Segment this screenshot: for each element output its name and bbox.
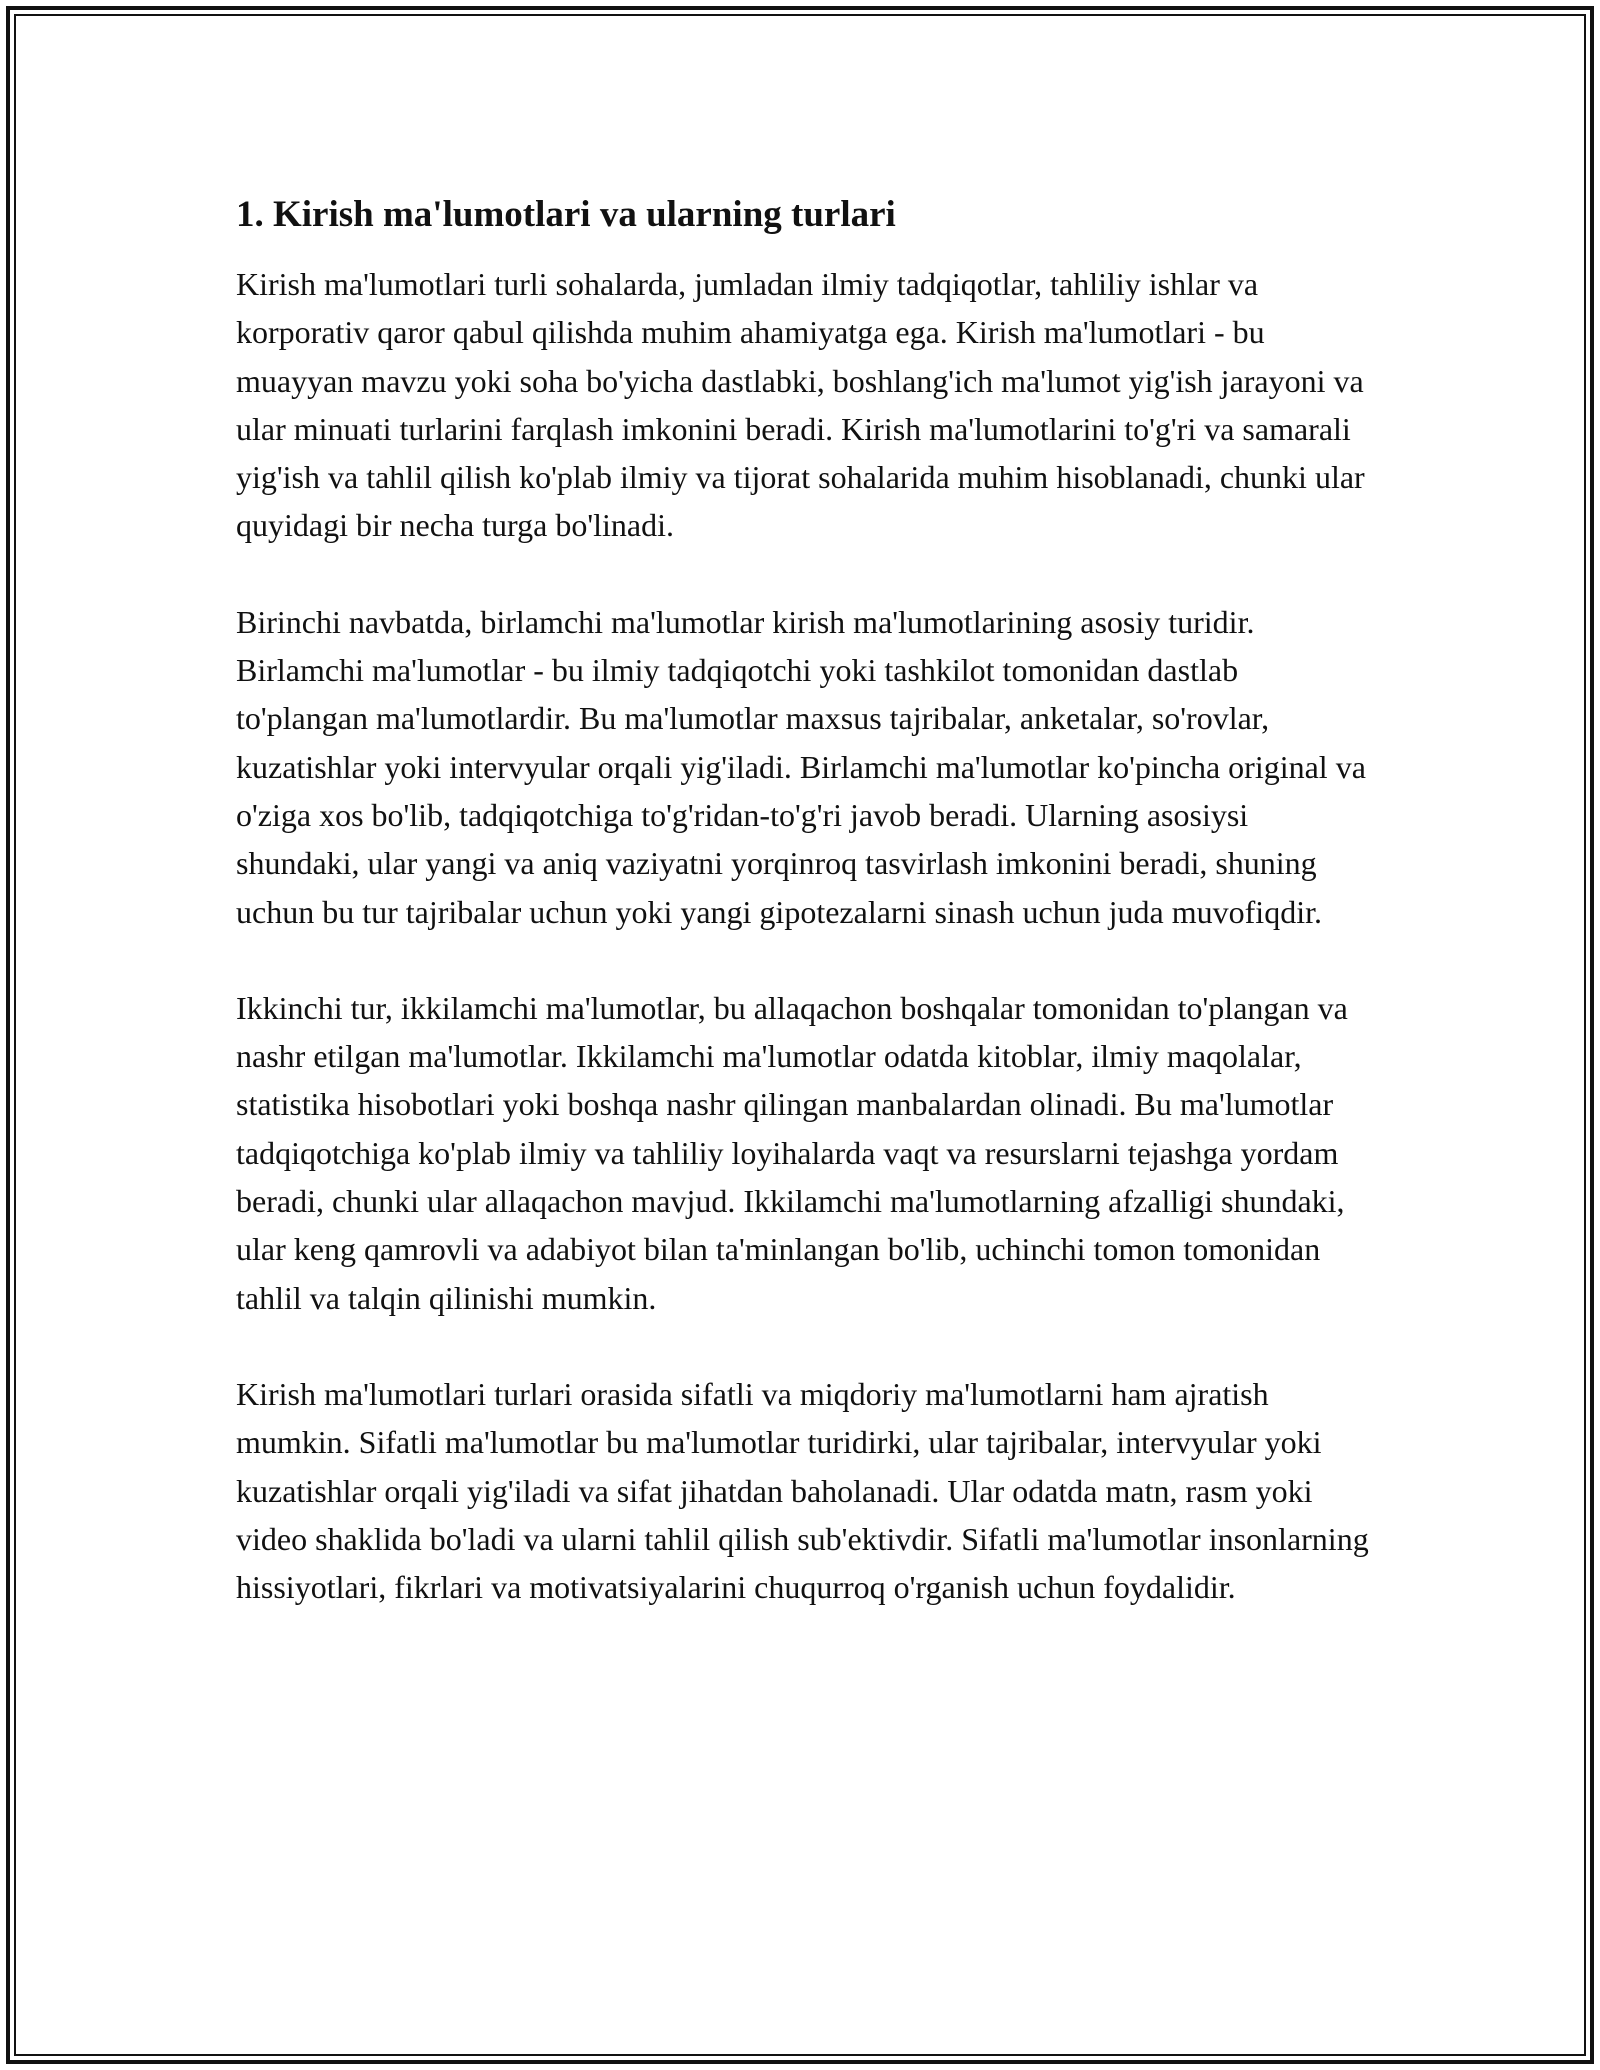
- paragraph-secondary-data: Ikkinchi tur, ikkilamchi ma'lumotlar, bu allaqachon boshqalar tomonidan to'plangan va nashr etilgan ma'lumotlar. Ikkilamchi ma'lumotlar odatda kitoblar, ilmiy maqolalar, statistika hisobotlari yoki boshqa nashr qilingan manbalardan olinadi. Bu ma'lumotlar tadqiqotchiga ko'plab ilmiy va tahliliy loyihalarda vaqt va resurslarni tejashga yordam beradi, chunki ular allaqachon mavjud. Ikkilamchi ma'lumotlarning afzalligi shundaki, ular keng qamrovli va adabiyot bilan ta'minlangan bo'lib, uchinchi tomon tomonidan tahlil va talqin qilinishi mumkin.: [236, 989, 1348, 1316]
- paragraph-primary-data: Birinchi navbatda, birlamchi ma'lumotlar kirish ma'lumotlarining asosiy turidir. Birlamchi ma'lumotlar - bu ilmiy tadqiqotchi yoki tashkilot tomonidan dastlab to'plangan ma'lumotlardir. Bu ma'lumotlar maxsus tajribalar, anketalar, so'rovlar, kuzatishlar yoki intervyular orqali yig'iladi. Birlamchi ma'lumotlar ko'pincha original va o'ziga xos bo'lib, tadqiqotchiga to'g'ridan-to'g'ri javob beradi. Ularning asosiysi shundaki, ular yangi va aniq vaziyatni yorqinroq tasvirlash imkonini beradi, shuning uchun bu tur tajribalar uchun yoki yangi gipotezalarni sinash uchun juda muvofiqdir.: [236, 603, 1366, 930]
- section-heading: 1. Kirish ma'lumotlari va ularning turlari: [236, 194, 896, 235]
- paragraph-qualitative-data: Kirish ma'lumotlari turlari orasida sifatli va miqdoriy ma'lumotlarni ham ajratish mumkin. Sifatli ma'lumotlar bu ma'lumotlar turidirki, ular tajribalar, intervyular yoki kuzatishlar orqali yig'iladi va sifat jihatdan baholanadi. Ular odatda matn, rasm yoki video shaklida bo'ladi va ularni tahlil qilish sub'ektivdir. Sifatli ma'lumotlar insonlarning hissiyotlari, fikrlari va motivatsiyalarini chuqurroq o'rganish uchun foydalidir.: [236, 1375, 1369, 1606]
- document-body: [236, 188, 1376, 1659]
- paragraph-introduction: Kirish ma'lumotlari turli sohalarda, jumladan ilmiy tadqiqotlar, tahliliy ishlar va korporativ qaror qabul qilishda muhim ahamiyatga ega. Kirish ma'lumotlari - bu muayyan mavzu yoki soha bo'yicha dastlabki, boshlang'ich ma'lumot yig'ish jarayoni va ular minuati turlarini farqlash imkonini beradi. Kirish ma'lumotlarini to'g'ri va samarali yig'ish va tahlil qilish ko'plab ilmiy va tijorat sohalarida muhim hisoblanadi, chunki ular quyidagi bir necha turga bo'linadi.: [236, 266, 1365, 544]
